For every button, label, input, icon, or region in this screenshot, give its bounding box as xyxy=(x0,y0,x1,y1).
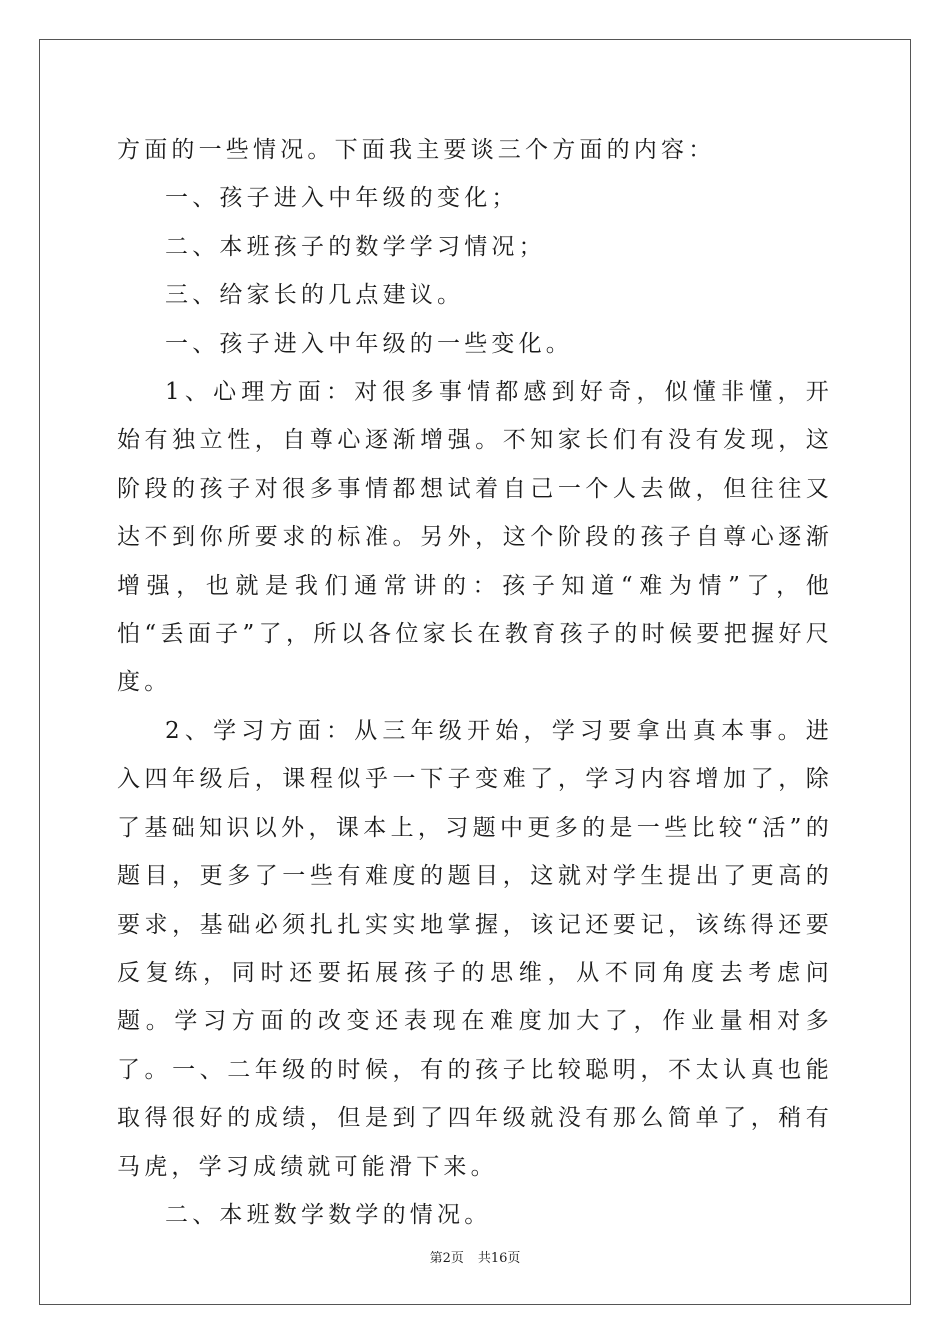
document-body xyxy=(117,126,833,1239)
page-footer xyxy=(0,1247,950,1266)
paragraph: 1、心理方面：对很多事情都感到好奇，似懂非懂，开始有独立性，自尊心逐渐增强。不知家长们有没有发现，这阶段的孩子对很多事情都想试着自己一个人去做，但往往又达不到你所要求的标准。另外，这个阶段的孩子自尊心逐渐增强，也就是我们通常讲的：孩子知道“难为情”了，他怕“丢面子”了，所以各位家长在教育孩子的时候要把握好尺度。 xyxy=(117,379,833,696)
paragraph: 方面的一些情况。下面我主要谈三个方面的内容： xyxy=(117,137,716,163)
page-number: 第2页 xyxy=(429,1251,464,1266)
paragraph: 三、给家长的几点建议。 xyxy=(165,282,465,309)
paragraph: 一、孩子进入中年级的一些变化。 xyxy=(165,330,573,357)
paragraph: 一、孩子进入中年级的变化； xyxy=(165,185,519,212)
page-total: 共16页 xyxy=(477,1251,521,1266)
paragraph: 2、学习方面：从三年级开始，学习要拿出真本事。进入四年级后，课程似乎一下子变难了，学习内容增加了，除了基础知识以外，课本上，习题中更多的是一些比较“活”的题目，更多了一些有难度的题目，这就对学生提出了更高的要求，基础必须扎扎实实地掌握，该记还要记，该练得还要反复练，同时还要拓展孩子的思维，从不同角度去考虑问题。学习方面的改变还表现在难度加大了，作业量相对多了。一、二年级的时候，有的孩子比较聪明，不太认真也能取得很好的成绩，但是到了四年级就没有那么简单了，稍有马虎，学习成绩就可能滑下来。 xyxy=(117,717,833,1180)
paragraph: 二、本班孩子的数学学习情况； xyxy=(165,233,546,260)
paragraph: 二、本班数学数学的情况。 xyxy=(165,1201,492,1228)
